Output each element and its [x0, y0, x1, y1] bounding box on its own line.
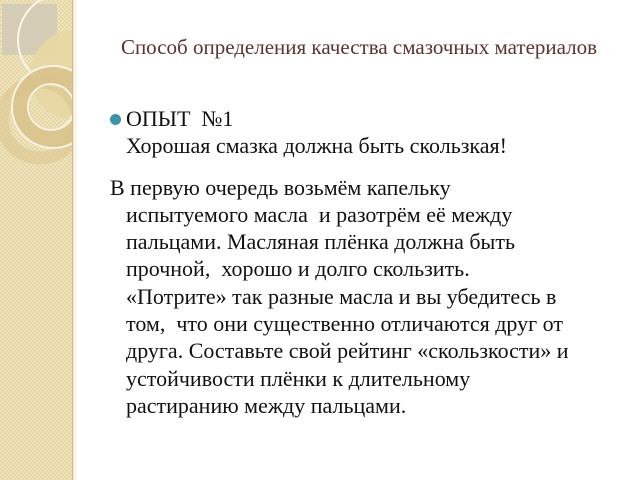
sidebar-decoration: [0, 0, 72, 480]
paragraph-line: пальцами. Масляная плёнка должна быть: [126, 229, 515, 255]
slide-body-area: [110, 105, 640, 419]
paragraph-line: «Потрите» так разные масла и вы убедитесь в: [126, 283, 557, 309]
paragraph-line: В первую очередь возьмём капельку: [110, 174, 451, 200]
decorative-circles: [0, 0, 76, 480]
slide-title: Способ определения качества смазочных материалов: [120, 35, 598, 59]
bullet-list-item: [110, 105, 640, 160]
paragraph-line: устойчивости плёнки к длительному: [126, 365, 471, 391]
paragraph-line: друга. Составьте свой рейтинг «скользкости» и: [126, 338, 569, 364]
body-paragraph: [110, 174, 640, 420]
bullet-icon: [110, 114, 121, 125]
paragraph-line: том, что они существенно отличаются друг от: [126, 311, 563, 337]
paragraph-line: испытуемого масла и разотрём её между: [126, 201, 513, 227]
bullet-item-line: ОПЫТ №1: [126, 106, 234, 131]
paragraph-line: прочной, хорошо и долго скользить.: [126, 256, 470, 282]
sidebar-edge-glow: [73, 0, 78, 480]
paragraph-line: растиранию между пальцами.: [126, 392, 407, 418]
bullet-item-line: Хорошая смазка должна быть скользкая!: [126, 133, 507, 159]
